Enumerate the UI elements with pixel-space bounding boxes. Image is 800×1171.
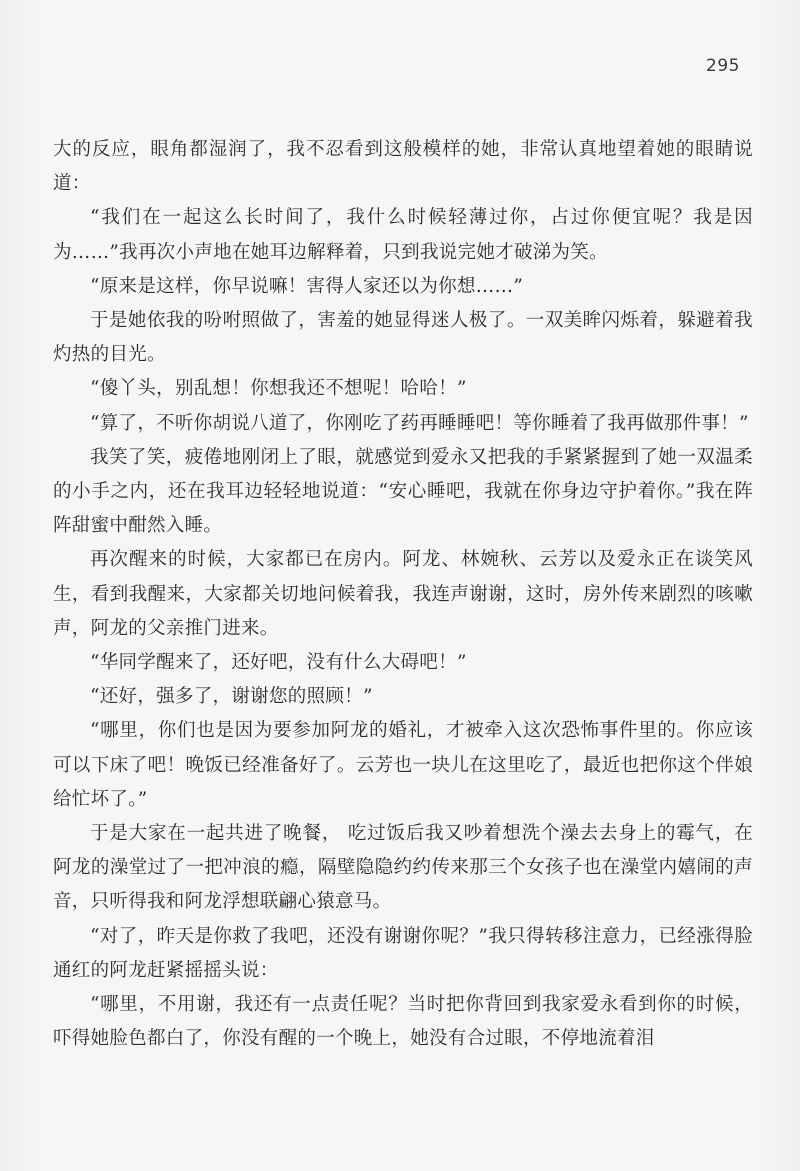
paragraph: “还好，强多了，谢谢您的照顾！”: [90, 686, 373, 708]
paragraph: 我笑了笑，疲倦地刚闭上了眼，就感觉到爱永又把我的手紧紧握到了她一双温柔的小手之内，还在我耳边轻轻地说道：“安心睡吧，我就在你身边守护着你。”我在阵阵甜蜜中酣然入睡。: [53, 446, 753, 537]
page-number: 295: [706, 56, 740, 76]
paragraph: “哪里，你们也是因为要参加阿龙的婚礼，才被牵入这次恐怖事件里的。你应该可以下床了吧！晚饭已经准备好了。云芳也一块儿在这里吃了，最近也把你这个伴娘给忙坏了。”: [53, 720, 753, 810]
paragraph: 于是她依我的吩咐照做了，害羞的她显得迷人极了。一双美眸闪烁着，躲避着我灼热的目光。: [53, 310, 753, 366]
paragraph: “算了，不听你胡说八道了，你刚吃了药再睡睡吧！等你睡着了我再做那件事！”: [90, 412, 749, 434]
paragraph: “华同学醒来了，还好吧，没有什么大碍吧！”: [90, 652, 467, 674]
paragraph: “哪里，不用谢，我还有一点责任呢？当时把你背回到我家爱永看到你的时候，吓得她脸色都白了，你没有醒的一个晚上，她没有合过眼，不停地流着泪: [53, 994, 753, 1050]
paragraph: 于是大家在一起共进了晚餐， 吃过饭后我又吵着想洗个澡去去身上的霉气，在阿龙的澡堂过了一把冲浪的瘾，隔壁隐隐约约传来那三个女孩子也在澡堂内嬉闹的声音，只听得我和阿龙浮想联翩心猿意马。: [53, 823, 753, 913]
paragraph: “原来是这样，你早说嘛！害得人家还以为你想……”: [90, 275, 524, 297]
paragraph: “我们在一起这么长时间了，我什么时候轻薄过你，占过你便宜呢？我是因为……”我再次小声地在她耳边解释着，只到我说完她才破涕为笑。: [53, 207, 753, 263]
paragraph: “对了，昨天是你救了我吧，还没有谢谢你呢？”我只得转移注意力，已经涨得脸通红的阿龙赶紧摇摇头说：: [53, 925, 753, 981]
paragraph: 再次醒来的时候，大家都已在房内。阿龙、林婉秋、云芳以及爱永正在谈笑风生，看到我醒来，大家都关切地问候着我，我连声谢谢，这时，房外传来剧烈的咳嗽声，阿龙的父亲推门进来。: [53, 549, 753, 639]
paragraph: 大的反应，眼角都湿润了，我不忍看到这般模样的她，非常认真地望着她的眼睛说道：: [53, 139, 753, 195]
body-text: [53, 133, 753, 1056]
paragraph: “傻丫头，别乱想！你想我还不想呢！哈哈！”: [90, 378, 467, 400]
